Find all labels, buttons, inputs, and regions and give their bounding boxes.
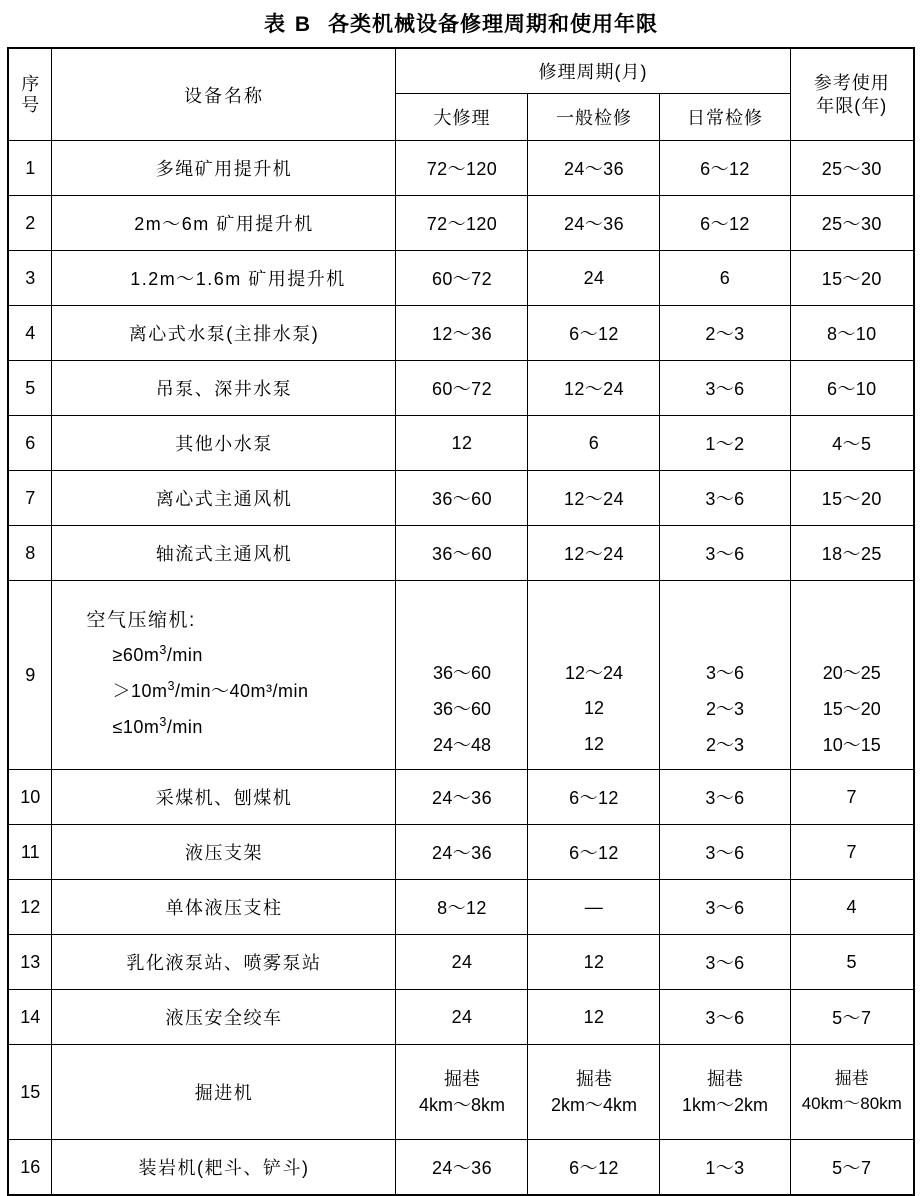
cell-general: 12 bbox=[583, 733, 604, 754]
cell-general: 6～12 bbox=[528, 825, 660, 880]
cell-compressor-specs bbox=[52, 581, 396, 770]
cell-general: 12～24 bbox=[528, 526, 660, 581]
table-row bbox=[8, 361, 914, 416]
cell-daily: 6～12 bbox=[660, 196, 790, 251]
unit-exponent: 3 bbox=[159, 642, 167, 657]
cell-general: 12 bbox=[528, 990, 660, 1045]
cell-general: 6 bbox=[528, 416, 660, 471]
table-row-roadheader bbox=[8, 1045, 914, 1140]
cell-seq: 5 bbox=[8, 361, 52, 416]
cell-overhaul-line1: 掘巷 bbox=[443, 1068, 480, 1089]
cell-equipment-name: 离心式主通风机 bbox=[52, 471, 396, 526]
cell-life: 25～30 bbox=[790, 196, 914, 251]
cell-general: 12 bbox=[583, 697, 604, 718]
cell-equipment-name: 离心式水泵(主排水泵) bbox=[52, 306, 396, 361]
cell-seq: 15 bbox=[8, 1045, 52, 1140]
cell-general: 12～24 bbox=[528, 471, 660, 526]
cell-daily: 2～3 bbox=[705, 735, 745, 755]
cell-life bbox=[790, 1045, 914, 1140]
cell-general: 24～36 bbox=[528, 196, 660, 251]
table-row bbox=[8, 416, 914, 471]
cell-compressor-life bbox=[790, 581, 914, 770]
table-row bbox=[8, 251, 914, 306]
header-seq: 序 号 bbox=[8, 48, 52, 141]
cell-compressor-overhaul bbox=[396, 581, 528, 770]
cell-life: 8～10 bbox=[790, 306, 914, 361]
cell-general-line1: 掘巷 bbox=[575, 1068, 612, 1089]
cell-life: 15～20 bbox=[790, 251, 914, 306]
cell-daily: 3～6 bbox=[660, 770, 790, 825]
cell-equipment-name: 单体液压支柱 bbox=[52, 880, 396, 935]
cell-overhaul: 72～120 bbox=[396, 196, 528, 251]
cell-overhaul: 60～72 bbox=[396, 361, 528, 416]
compressor-spec-3: $\le 10m^3/\min$ bbox=[112, 714, 203, 737]
cell-general bbox=[528, 1045, 660, 1140]
cell-daily: 2～3 bbox=[705, 699, 745, 719]
unit-exponent: 3 bbox=[159, 714, 167, 729]
table-header-row-1 bbox=[8, 48, 914, 94]
cell-seq: 4 bbox=[8, 306, 52, 361]
cell-life: 4 bbox=[790, 880, 914, 935]
cell-seq: 12 bbox=[8, 880, 52, 935]
cell-equipment-name: 液压支架 bbox=[52, 825, 396, 880]
cell-overhaul: 24～48 bbox=[432, 735, 491, 755]
cell-overhaul: 36～60 bbox=[432, 663, 491, 683]
cell-seq: 1 bbox=[8, 141, 52, 196]
compressor-spec-2: $>10m^3/\min\sim 40m^3/\min$ bbox=[112, 678, 309, 701]
cell-equipment-name: 1.2m～1.6m 矿用提升机 bbox=[52, 251, 396, 306]
table-row bbox=[8, 825, 914, 880]
cell-life: 7 bbox=[790, 770, 914, 825]
cell-life: 5 bbox=[790, 935, 914, 990]
unit-exponent: 3 bbox=[167, 678, 176, 693]
cell-seq: 10 bbox=[8, 770, 52, 825]
cell-equipment-name: 乳化液泵站、喷雾泵站 bbox=[52, 935, 396, 990]
page-title bbox=[0, 0, 922, 47]
cell-life: 4～5 bbox=[790, 416, 914, 471]
cell-daily-line1: 掘巷 bbox=[707, 1068, 743, 1089]
table-row bbox=[8, 306, 914, 361]
cell-seq: 7 bbox=[8, 471, 52, 526]
cell-daily: 2～3 bbox=[660, 306, 790, 361]
cell-general: 12～24 bbox=[564, 663, 623, 683]
cell-overhaul: 24～36 bbox=[396, 825, 528, 880]
cell-seq: 11 bbox=[8, 825, 52, 880]
equipment-repair-table bbox=[7, 47, 915, 1196]
cell-equipment-name: 装岩机(耙斗、铲斗) bbox=[52, 1140, 396, 1196]
cell-general: 6～12 bbox=[528, 306, 660, 361]
cell-equipment-name: 掘进机 bbox=[52, 1045, 396, 1140]
cell-life: 25～30 bbox=[790, 141, 914, 196]
cell-general-line2: 2km～4km bbox=[550, 1095, 637, 1115]
cell-overhaul: 24～36 bbox=[396, 1140, 528, 1196]
table-row bbox=[8, 141, 914, 196]
cell-life: 5～7 bbox=[790, 990, 914, 1045]
header-daily-inspection: 日常检修 bbox=[660, 94, 790, 141]
cell-overhaul: 24 bbox=[396, 990, 528, 1045]
cell-general: 6～12 bbox=[528, 1140, 660, 1196]
table-label: 表 B bbox=[264, 13, 312, 36]
cell-equipment-name: 其他小水泵 bbox=[52, 416, 396, 471]
cell-daily: 6 bbox=[660, 251, 790, 306]
cell-seq: 8 bbox=[8, 526, 52, 581]
table-body bbox=[8, 141, 914, 1196]
header-general-inspection: 一般检修 bbox=[528, 94, 660, 141]
cell-life-line1: 掘巷 bbox=[834, 1069, 869, 1089]
cell-daily: 3～6 bbox=[660, 990, 790, 1045]
cell-daily: 6～12 bbox=[660, 141, 790, 196]
cell-daily: 3～6 bbox=[660, 471, 790, 526]
cell-seq: 14 bbox=[8, 990, 52, 1045]
cell-life: 15～20 bbox=[790, 471, 914, 526]
cell-life: 10～15 bbox=[822, 735, 881, 755]
cell-compressor-general bbox=[528, 581, 660, 770]
cell-overhaul: 36～60 bbox=[396, 471, 528, 526]
cell-overhaul: 60～72 bbox=[396, 251, 528, 306]
compressor-daily-values bbox=[660, 654, 789, 762]
cell-daily: 3～6 bbox=[660, 526, 790, 581]
table-header bbox=[8, 48, 914, 141]
cell-overhaul bbox=[396, 1045, 528, 1140]
cell-overhaul: 12 bbox=[396, 416, 528, 471]
table-title-text: 各类机械设备修理周期和使用年限 bbox=[328, 13, 658, 36]
cell-daily: 3～6 bbox=[660, 935, 790, 990]
compressor-overhaul-values bbox=[396, 654, 527, 762]
cell-compressor-daily bbox=[660, 581, 790, 770]
cell-overhaul-line2: 4km～8km bbox=[418, 1095, 505, 1115]
cell-overhaul: 24～36 bbox=[396, 770, 528, 825]
cell-daily: 3～6 bbox=[660, 825, 790, 880]
cell-overhaul: 12～36 bbox=[396, 306, 528, 361]
cell-daily-line2: 1km～2km bbox=[681, 1095, 768, 1115]
table-row-compressor bbox=[8, 581, 914, 770]
header-equipment-name: 设备名称 bbox=[52, 48, 396, 141]
compressor-spec-1: $\ge 60m^3/\min$ bbox=[112, 642, 203, 665]
cell-seq: 3 bbox=[8, 251, 52, 306]
table-row bbox=[8, 880, 914, 935]
cell-general: 24 bbox=[528, 251, 660, 306]
cell-seq: 13 bbox=[8, 935, 52, 990]
cell-general: — bbox=[528, 880, 660, 935]
cell-daily: 1～3 bbox=[660, 1140, 790, 1196]
compressor-life-values bbox=[791, 654, 914, 762]
table-row bbox=[8, 196, 914, 251]
cell-life: 20～25 bbox=[822, 663, 881, 683]
header-service-life: 参考使用 年限(年) bbox=[790, 48, 914, 141]
table-row bbox=[8, 990, 914, 1045]
cell-equipment-name: 吊泵、深井水泵 bbox=[52, 361, 396, 416]
cell-life: 7 bbox=[790, 825, 914, 880]
table-row bbox=[8, 526, 914, 581]
cell-equipment-name: 2m～6m 矿用提升机 bbox=[52, 196, 396, 251]
compressor-general-values bbox=[528, 654, 659, 762]
compressor-spec-list bbox=[52, 604, 395, 747]
header-overhaul: 大修理 bbox=[396, 94, 528, 141]
cell-overhaul: 36～60 bbox=[396, 526, 528, 581]
table-row bbox=[8, 471, 914, 526]
cell-life: 15～20 bbox=[822, 699, 881, 719]
cell-overhaul: 24 bbox=[396, 935, 528, 990]
cell-equipment-name: 多绳矿用提升机 bbox=[52, 141, 396, 196]
cell-overhaul: 8～12 bbox=[396, 880, 528, 935]
cell-general: 12 bbox=[528, 935, 660, 990]
cell-overhaul: 72～120 bbox=[396, 141, 528, 196]
cell-general: 24～36 bbox=[528, 141, 660, 196]
table-row bbox=[8, 1140, 914, 1196]
cell-seq: 9 bbox=[8, 581, 52, 770]
cell-life-line2: 40km～80km bbox=[801, 1094, 902, 1113]
cell-equipment-name: 轴流式主通风机 bbox=[52, 526, 396, 581]
cell-life: 6～10 bbox=[790, 361, 914, 416]
header-repair-cycle-group: 修理周期(月) bbox=[396, 48, 790, 94]
cell-seq: 16 bbox=[8, 1140, 52, 1196]
cell-life: 18～25 bbox=[790, 526, 914, 581]
cell-daily bbox=[660, 1045, 790, 1140]
table-row bbox=[8, 770, 914, 825]
cell-equipment-name: 液压安全绞车 bbox=[52, 990, 396, 1045]
cell-life: 5～7 bbox=[790, 1140, 914, 1196]
cell-daily: 3～6 bbox=[660, 361, 790, 416]
cell-seq: 6 bbox=[8, 416, 52, 471]
cell-daily: 3～6 bbox=[705, 663, 745, 683]
compressor-lead-label: 空气压缩机: bbox=[86, 609, 196, 631]
cell-daily: 1～2 bbox=[660, 416, 790, 471]
cell-equipment-name: 采煤机、刨煤机 bbox=[52, 770, 396, 825]
cell-overhaul: 36～60 bbox=[432, 699, 491, 719]
cell-general: 12～24 bbox=[528, 361, 660, 416]
cell-general: 6～12 bbox=[528, 770, 660, 825]
cell-seq: 2 bbox=[8, 196, 52, 251]
table-row bbox=[8, 935, 914, 990]
cell-daily: 3～6 bbox=[660, 880, 790, 935]
